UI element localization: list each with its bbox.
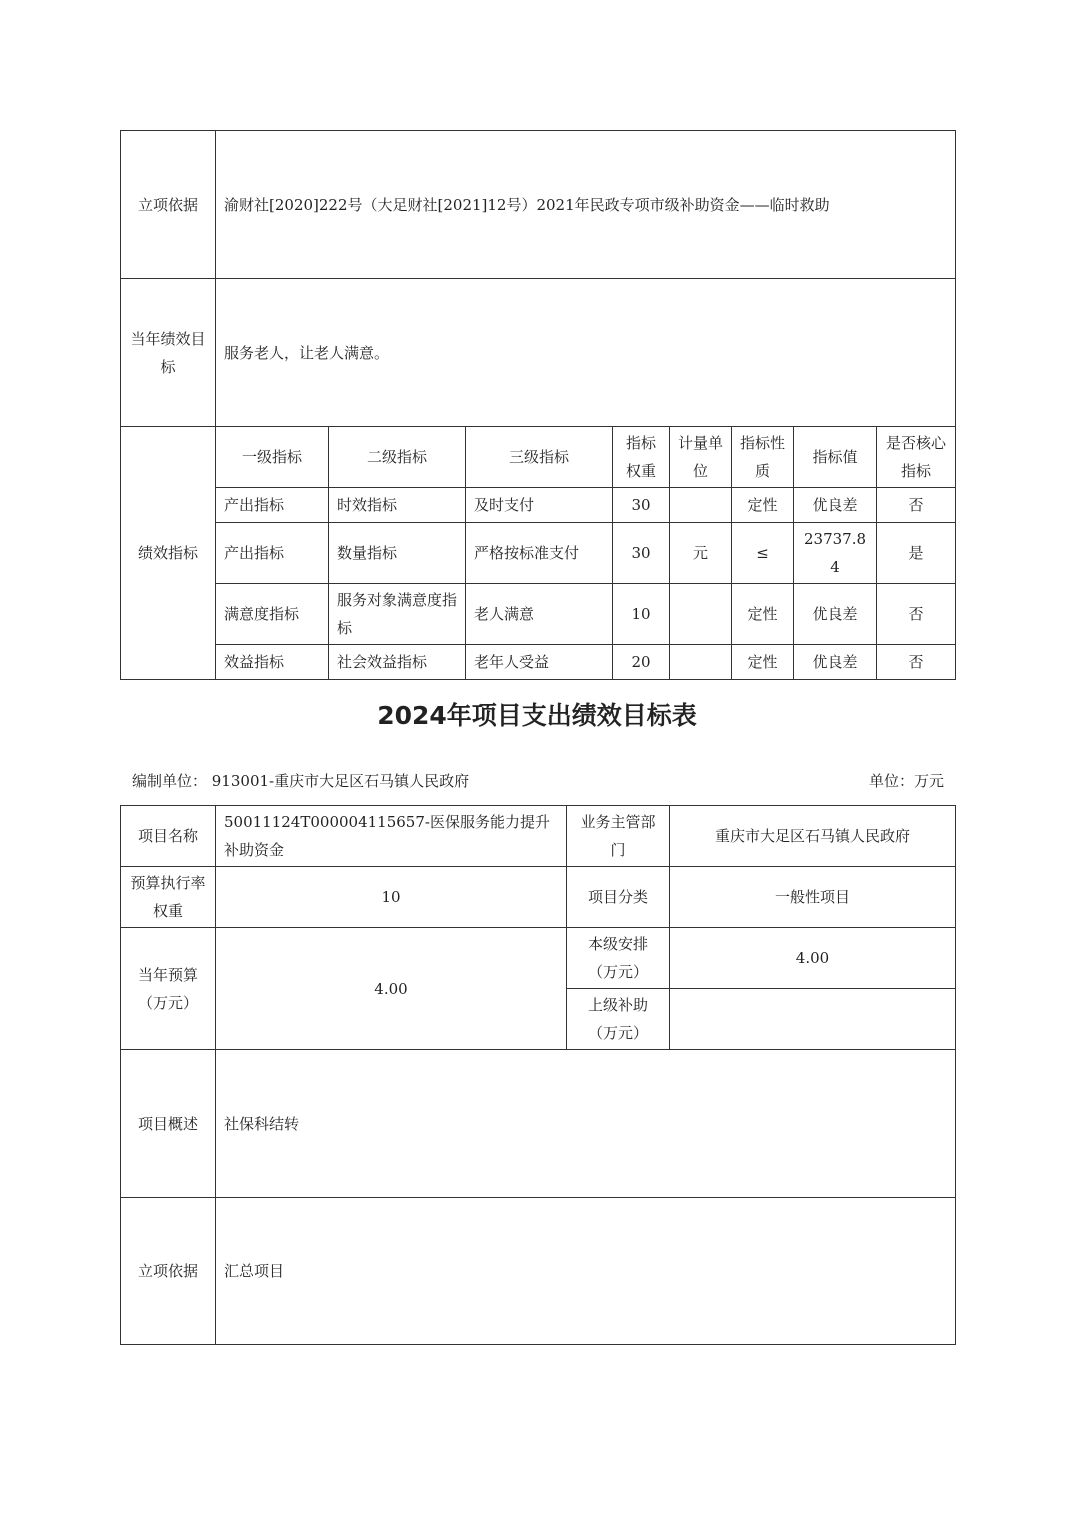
local-label: 本级安排（万元） [567, 928, 670, 989]
dept-value: 重庆市大足区石马镇人民政府 [670, 806, 956, 867]
upper-label: 上级补助（万元） [567, 989, 670, 1050]
table-cell: 30 [613, 523, 670, 584]
table-cell: 否 [877, 584, 956, 645]
table-cell: 定性 [732, 645, 794, 680]
overview-text: 社保科结转 [216, 1050, 956, 1198]
table-cell: 老人满意 [466, 584, 613, 645]
table-cell: 是 [877, 523, 956, 584]
header-cell: 指标权重 [613, 427, 670, 488]
basis-label: 立项依据 [121, 131, 216, 279]
table-cell [670, 584, 732, 645]
project-name-label: 项目名称 [121, 806, 216, 867]
category-value: 一般性项目 [670, 867, 956, 928]
table-cell: 23737.84 [794, 523, 877, 584]
table-cell: 否 [877, 645, 956, 680]
table-cell: 老年人受益 [466, 645, 613, 680]
budget-label: 当年预算（万元） [121, 928, 216, 1050]
header-cell: 指标值 [794, 427, 877, 488]
table-cell [670, 488, 732, 523]
basis-text-2: 汇总项目 [216, 1198, 956, 1345]
table-cell: 20 [613, 645, 670, 680]
project-goal-table [120, 805, 956, 1345]
goal-text: 服务老人，让老人满意。 [216, 279, 956, 427]
currency-unit: 单位：万元 [868, 772, 944, 790]
table-row [121, 645, 956, 680]
table-cell: 严格按标准支付 [466, 523, 613, 584]
basis-label-2: 立项依据 [121, 1198, 216, 1345]
rate-label: 预算执行率权重 [121, 867, 216, 928]
table-cell: 满意度指标 [216, 584, 329, 645]
table-cell: 效益指标 [216, 645, 329, 680]
header-cell: 计量单位 [670, 427, 732, 488]
project-name-value: 50011124T000004115657-医保服务能力提升补助资金 [216, 806, 567, 867]
table-cell: 定性 [732, 584, 794, 645]
basis-text: 渝财社[2020]222号（大足财社[2021]12号）2021年民政专项市级补助资金——临时救助 [216, 131, 956, 279]
budget-value: 4.00 [216, 928, 567, 1050]
table-cell: ≤ [732, 523, 794, 584]
indicators-label: 绩效指标 [121, 427, 216, 680]
header-cell: 三级指标 [466, 427, 613, 488]
page-title: 2024年项目支出绩效目标表 [377, 701, 697, 730]
upper-value [670, 989, 956, 1050]
table-cell: 元 [670, 523, 732, 584]
header-cell: 是否核心指标 [877, 427, 956, 488]
table-cell: 优良差 [794, 584, 877, 645]
table-cell: 优良差 [794, 645, 877, 680]
performance-table-continued [120, 130, 956, 680]
table-cell: 服务对象满意度指标 [329, 584, 466, 645]
table-cell: 社会效益指标 [329, 645, 466, 680]
table-cell: 否 [877, 488, 956, 523]
table-row [121, 523, 956, 584]
table-row [121, 584, 956, 645]
category-label: 项目分类 [567, 867, 670, 928]
table-cell: 及时支付 [466, 488, 613, 523]
table-cell: 10 [613, 584, 670, 645]
header-cell: 二级指标 [329, 427, 466, 488]
header-cell: 一级指标 [216, 427, 329, 488]
table-cell: 数量指标 [329, 523, 466, 584]
table-cell: 优良差 [794, 488, 877, 523]
rate-value: 10 [216, 867, 567, 928]
dept-label: 业务主管部门 [567, 806, 670, 867]
table-cell: 定性 [732, 488, 794, 523]
table-cell: 30 [613, 488, 670, 523]
table-cell: 产出指标 [216, 488, 329, 523]
compiling-unit: 编制单位： 913001-重庆市大足区石马镇人民政府 [132, 772, 470, 790]
table-cell: 时效指标 [329, 488, 466, 523]
header-cell: 指标性质 [732, 427, 794, 488]
overview-label: 项目概述 [121, 1050, 216, 1198]
table-row [121, 488, 956, 523]
goal-label: 当年绩效目标 [121, 279, 216, 427]
local-value: 4.00 [670, 928, 956, 989]
table-cell [670, 645, 732, 680]
table-cell: 产出指标 [216, 523, 329, 584]
